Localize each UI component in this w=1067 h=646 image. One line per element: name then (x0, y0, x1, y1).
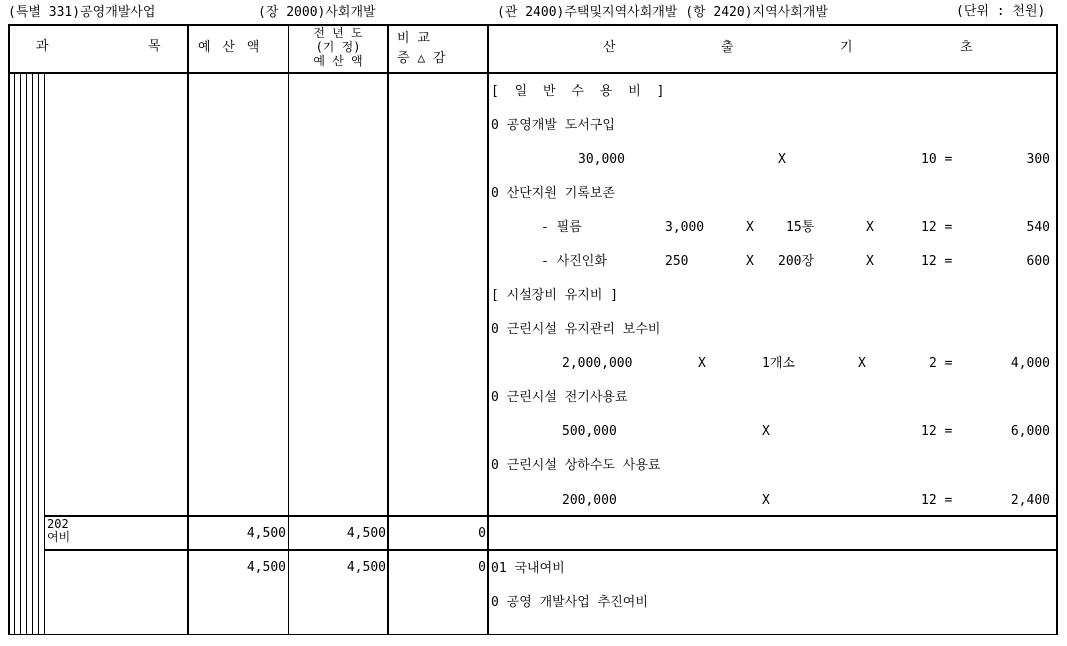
header-subject-b: 목 (148, 39, 161, 54)
table-left-border (8, 24, 10, 635)
section2-line1: 01 국내여비 (491, 561, 565, 576)
row202-diff: 0 (478, 526, 486, 541)
header-prev-line3: 예 산 액 (313, 54, 363, 68)
calc-total: 4,000 (1010, 356, 1050, 371)
section2-line2: 0 공영 개발사업 추진여비 (491, 595, 648, 610)
table-bottom-border (8, 634, 1058, 635)
calc-line-label: [ 일 반 수 용 비 ] (491, 84, 669, 99)
calc-qty: 1개소 (762, 356, 795, 371)
hierarchy-line (38, 74, 39, 635)
section2-prev: 4,500 (346, 560, 386, 575)
section2-diff: 0 (478, 560, 486, 575)
table-top-border (8, 24, 1058, 26)
calc-mult: 12 = (921, 254, 953, 269)
calc-qty: 200장 (778, 254, 815, 269)
calc-amount: 3,000 (665, 220, 705, 235)
special-account-label: (특별 331)공영개발사업 (8, 5, 156, 20)
calc-line-label: 0 근린시설 유지관리 보수비 (491, 322, 661, 337)
calc-amount: 30,000 (578, 152, 625, 167)
hierarchy-line (20, 74, 21, 635)
header-budget: 예 산 액 (198, 40, 262, 55)
calc-total: 6,000 (1010, 424, 1050, 439)
hierarchy-line (14, 74, 15, 635)
row202-top-border (44, 515, 1058, 517)
jang-label: (장 2000)사회개발 (258, 5, 376, 20)
header-compare-2: 증 △ 감 (397, 51, 446, 66)
calc-times: X (866, 254, 874, 269)
calc-total: 600 (1026, 254, 1050, 269)
section2-budget: 4,500 (246, 560, 286, 575)
calc-line-label: 0 근린시설 전기사용료 (491, 390, 628, 405)
header-prev-line2: (기 정) (315, 40, 361, 54)
header-prev-line1: 전 년 도 (313, 26, 363, 40)
hierarchy-line (44, 74, 45, 635)
row202-code: 202 (47, 517, 69, 531)
calc-times: X (778, 152, 786, 167)
calc-mult: 12 = (921, 220, 953, 235)
row202-budget: 4,500 (246, 526, 286, 541)
calc-times: X (698, 356, 706, 371)
gwan-hang-label: (관 2400)주택및지역사회개발 (항 2420)지역사회개발 (497, 5, 828, 20)
calc-times: X (858, 356, 866, 371)
calc-mult: 12 = (921, 424, 953, 439)
calc-total: 300 (1026, 152, 1050, 167)
calc-mult: 12 = (921, 493, 953, 508)
unit-label: (단위 : 천원) (956, 4, 1046, 19)
row202-name: 여비 (47, 530, 71, 544)
header-basis-4: 초 (960, 40, 973, 55)
header-subject-a: 과 (36, 39, 49, 54)
calc-times: X (746, 254, 754, 269)
calc-times: X (746, 220, 754, 235)
header-bottom-border (8, 72, 1058, 74)
col-divider-prev (387, 24, 389, 635)
table-right-border (1056, 24, 1058, 635)
calc-times: X (762, 424, 770, 439)
calc-amount: 500,000 (562, 424, 617, 439)
calc-line-label: 0 근린시설 상하수도 사용료 (491, 458, 661, 473)
calc-qty: 15통 (786, 220, 815, 235)
calc-line-label: [ 시설장비 유지비 ] (491, 288, 619, 303)
calc-total: 540 (1026, 220, 1050, 235)
header-prev-year (289, 26, 387, 68)
header-basis-3: 기 (840, 40, 853, 55)
hierarchy-line (26, 74, 27, 635)
calc-total: 2,400 (1010, 493, 1050, 508)
col-divider-budget (288, 24, 289, 635)
calc-mult: 10 = (921, 152, 953, 167)
row202-bottom-border (44, 549, 1058, 551)
calc-times: X (762, 493, 770, 508)
calc-amount: 2,000,000 (562, 356, 633, 371)
calc-item: - 사진인화 (541, 254, 607, 269)
calc-line-label: 0 공영개발 도서구입 (491, 118, 615, 133)
calc-times: X (866, 220, 874, 235)
calc-mult: 2 = (929, 356, 953, 371)
hierarchy-line (32, 74, 33, 635)
calc-item: - 필름 (541, 220, 582, 235)
col-divider-subject (187, 24, 189, 635)
header-compare-1: 비 교 (397, 31, 430, 46)
row202-prev: 4,500 (346, 526, 386, 541)
col-divider-compare (487, 24, 489, 635)
calc-line-label: 0 산단지원 기록보존 (491, 186, 615, 201)
header-basis-2: 출 (721, 40, 734, 55)
header-basis-1: 산 (603, 40, 616, 55)
calc-amount: 250 (665, 254, 689, 269)
calc-amount: 200,000 (562, 493, 617, 508)
